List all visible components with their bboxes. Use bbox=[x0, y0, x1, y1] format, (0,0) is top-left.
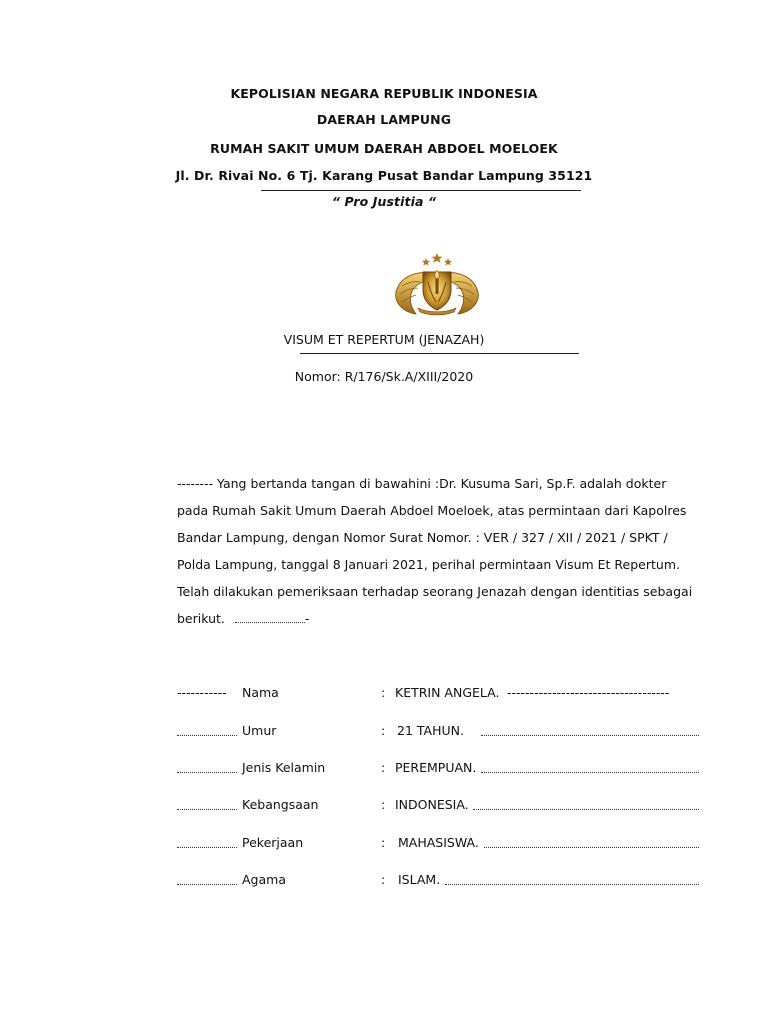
row-fill-dots bbox=[484, 839, 699, 848]
header-address: Jl. Dr. Rivai No. 6 Tj. Karang Pusat Bandar Lampung 35121 bbox=[175, 168, 593, 183]
header-divider bbox=[261, 190, 581, 191]
paragraph-line: Bandar Lampung, dengan Nomor Surat Nomor. : VER / 327 / XII / 2021 / SPKT / bbox=[177, 530, 668, 545]
identity-row-jenis-kelamin bbox=[177, 760, 699, 780]
row-colon: : bbox=[381, 685, 386, 700]
pro-justitia: “ Pro Justitia “ bbox=[331, 194, 437, 209]
row-colon: : bbox=[381, 760, 386, 775]
paragraph-line-start: berikut. bbox=[177, 611, 225, 626]
row-label: Agama bbox=[242, 872, 286, 887]
row-value: ISLAM. bbox=[398, 872, 441, 887]
paragraph-line: pada Rumah Sakit Umum Daerah Abdoel Moeloek, atas permintaan dari Kapolres bbox=[177, 503, 687, 518]
row-label: Umur bbox=[242, 723, 277, 738]
row-value: INDONESIA. bbox=[395, 797, 469, 812]
row-colon: : bbox=[381, 835, 386, 850]
row-label: Pekerjaan bbox=[242, 835, 304, 850]
row-trail: ------------------------------------ bbox=[507, 685, 670, 700]
row-lead: ----------- bbox=[177, 685, 227, 700]
row-lead-dots bbox=[177, 876, 237, 885]
row-fill-dots bbox=[445, 876, 699, 885]
row-value: 21 TAHUN. bbox=[397, 723, 464, 738]
paragraph-line: -------- Yang bertanda tangan di bawahini :Dr. Kusuma Sari, Sp.F. adalah dokter bbox=[177, 476, 667, 491]
header-region: DAERAH LAMPUNG bbox=[316, 112, 452, 127]
identity-row-nama bbox=[177, 685, 699, 705]
row-colon: : bbox=[381, 723, 386, 738]
row-colon: : bbox=[381, 872, 386, 887]
paragraph-line-end: - bbox=[304, 611, 310, 626]
identity-row-kebangsaan bbox=[177, 797, 699, 817]
dotted-leader bbox=[235, 614, 305, 623]
document-number: Nomor: R/176/Sk.A/XIII/2020 bbox=[294, 369, 474, 384]
header-hospital: RUMAH SAKIT UMUM DAERAH ABDOEL MOELOEK bbox=[210, 141, 558, 156]
row-fill-dots bbox=[473, 801, 699, 810]
row-label: Jenis Kelamin bbox=[242, 760, 326, 775]
row-lead-dots bbox=[177, 801, 237, 810]
row-colon: : bbox=[381, 797, 386, 812]
paragraph-line: Polda Lampung, tanggal 8 Januari 2021, perihal permintaan Visum Et Repertum. bbox=[177, 557, 680, 572]
row-value: KETRIN ANGELA. bbox=[395, 685, 500, 700]
intro-paragraph bbox=[177, 470, 698, 632]
title-underline bbox=[300, 353, 579, 354]
row-fill-dots bbox=[481, 764, 699, 773]
header-institution: KEPOLISIAN NEGARA REPUBLIK INDONESIA bbox=[230, 86, 538, 101]
document-title: VISUM ET REPERTUM (JENAZAH) bbox=[283, 332, 485, 347]
row-label: Kebangsaan bbox=[242, 797, 319, 812]
row-value: MAHASISWA. bbox=[398, 835, 479, 850]
police-emblem-icon bbox=[388, 252, 486, 316]
identity-row-umur bbox=[177, 723, 699, 743]
row-fill-dots bbox=[481, 727, 699, 736]
paragraph-line: Telah dilakukan pemeriksaan terhadap seorang Jenazah dengan identitias sebagai bbox=[177, 584, 693, 599]
row-value: PEREMPUAN. bbox=[395, 760, 477, 775]
row-lead-dots bbox=[177, 727, 237, 736]
row-lead-dots bbox=[177, 839, 237, 848]
row-lead-dots bbox=[177, 764, 237, 773]
paragraph-last-line bbox=[177, 605, 698, 632]
row-label: Nama bbox=[242, 685, 279, 700]
identity-row-agama bbox=[177, 872, 699, 892]
identity-row-pekerjaan bbox=[177, 835, 699, 855]
